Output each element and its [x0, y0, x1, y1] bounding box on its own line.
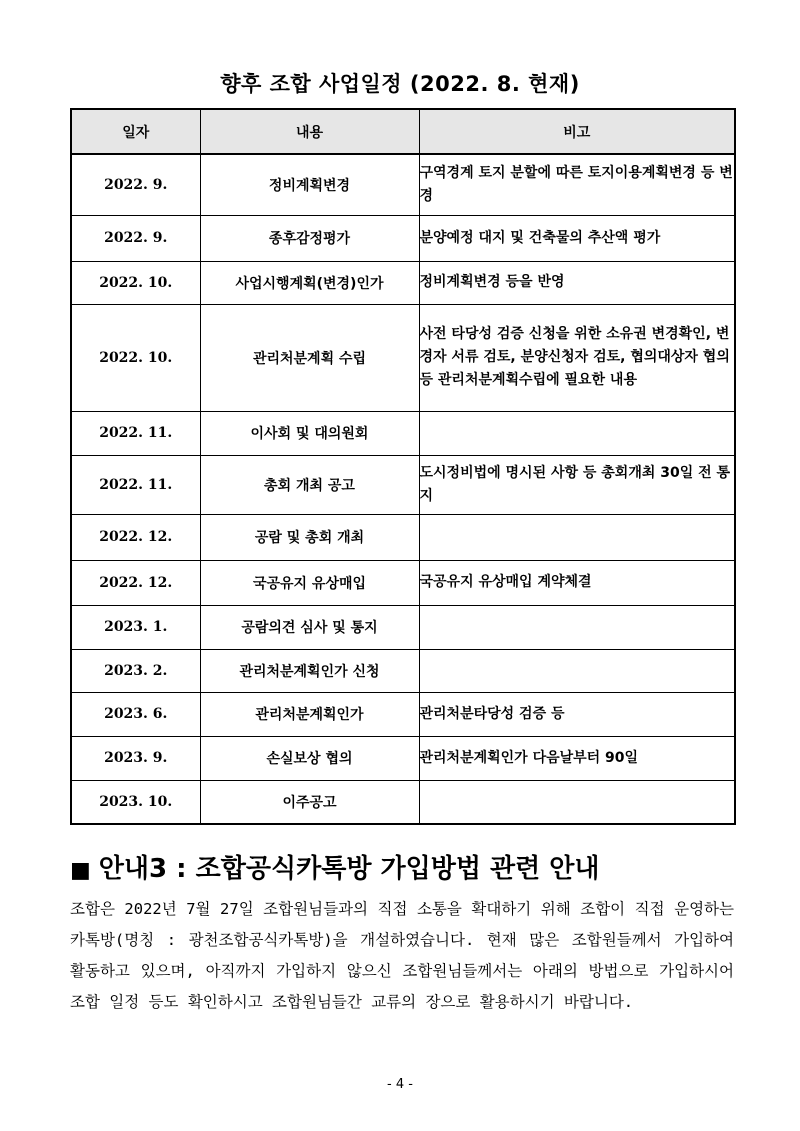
row-note: 정비계획변경 등을 반영 — [419, 261, 735, 304]
row-content: 관리처분계획 수립 — [200, 304, 419, 411]
square-bullet-icon: ■ — [70, 858, 91, 883]
table-row — [71, 780, 735, 824]
table-row — [71, 304, 735, 411]
section-heading-text: 안내3 : 조합공식카톡방 가입방법 관련 안내 — [98, 854, 600, 884]
row-date: 2023. 2. — [71, 649, 200, 692]
row-note — [419, 411, 735, 455]
table-row — [71, 736, 735, 780]
row-content: 이사회 및 대의원회 — [200, 411, 419, 455]
row-content: 관리처분계획인가 — [200, 692, 419, 736]
row-date: 2023. 10. — [71, 780, 200, 824]
table-row — [71, 560, 735, 605]
row-note: 구역경계 토지 분할에 따른 토지이용계획변경 등 변경 — [419, 154, 735, 215]
row-content: 관리처분계획인가 신청 — [200, 649, 419, 692]
row-note: 국공유지 유상매입 계약체결 — [419, 560, 735, 605]
table-row — [71, 605, 735, 649]
row-content: 종후감정평가 — [200, 215, 419, 261]
row-date: 2022. 11. — [71, 455, 200, 514]
row-content: 사업시행계획(변경)인가 — [200, 261, 419, 304]
table-row — [71, 455, 735, 514]
row-note — [419, 780, 735, 824]
row-note: 관리처분타당성 검증 등 — [419, 692, 735, 736]
row-note: 관리처분계획인가 다음날부터 90일 — [419, 736, 735, 780]
header-note: 비고 — [419, 109, 735, 154]
row-date: 2023. 6. — [71, 692, 200, 736]
row-date: 2022. 9. — [71, 154, 200, 215]
table-row — [71, 154, 735, 215]
row-content: 공람의견 심사 및 통지 — [200, 605, 419, 649]
row-note: 도시정비법에 명시된 사항 등 총회개최 30일 전 통지 — [419, 455, 735, 514]
row-date: 2022. 12. — [71, 514, 200, 560]
row-note — [419, 649, 735, 692]
row-date: 2022. 10. — [71, 304, 200, 411]
table-row — [71, 692, 735, 736]
page-number: - 4 - — [387, 1077, 413, 1092]
body-paragraph: 조합은 2022년 7월 27일 조합원님들과의 직접 소통을 확대하기 위해 조합이 직접 운영하는 카톡방(명칭 : 광천조합공식카톡방)을 개설하였습니다. 현재 많은 조합원들께서 가입하여 활동하고 있으며, 아직까지 가입하지 않으신 조합원님들께서는 아래의 방법으로 가입하시어 조합 일정 등도 확인하시고 조합원님들간 교류의 장으로 활용하시기 바랍니다. — [70, 900, 734, 1011]
row-note — [419, 605, 735, 649]
row-date: 2023. 9. — [71, 736, 200, 780]
table-row — [71, 514, 735, 560]
row-content: 이주공고 — [200, 780, 419, 824]
table-row — [71, 261, 735, 304]
page-title: 향후 조합 사업일정 (2022. 8. 현재) — [220, 72, 580, 96]
header-content: 내용 — [200, 109, 419, 154]
table-row — [71, 411, 735, 455]
row-content: 손실보상 협의 — [200, 736, 419, 780]
schedule-table — [70, 108, 736, 825]
row-date: 2022. 10. — [71, 261, 200, 304]
row-note: 분양예정 대지 및 건축물의 추산액 평가 — [419, 215, 735, 261]
row-note — [419, 514, 735, 560]
row-date: 2022. 9. — [71, 215, 200, 261]
row-content: 공람 및 총회 개최 — [200, 514, 419, 560]
row-content: 국공유지 유상매입 — [200, 560, 419, 605]
row-date: 2022. 12. — [71, 560, 200, 605]
row-note: 사전 타당성 검증 신청을 위한 소유권 변경확인, 변경자 서류 검토, 분양신청자 검토, 협의대상자 협의 등 관리처분계획수립에 필요한 내용 — [419, 304, 735, 411]
table-row — [71, 215, 735, 261]
row-date: 2023. 1. — [71, 605, 200, 649]
table-row — [71, 649, 735, 692]
row-content: 정비계획변경 — [200, 154, 419, 215]
row-date: 2022. 11. — [71, 411, 200, 455]
section-heading — [70, 848, 600, 885]
header-date: 일자 — [71, 109, 200, 154]
row-content: 총회 개최 공고 — [200, 455, 419, 514]
table-header-row — [71, 109, 735, 154]
